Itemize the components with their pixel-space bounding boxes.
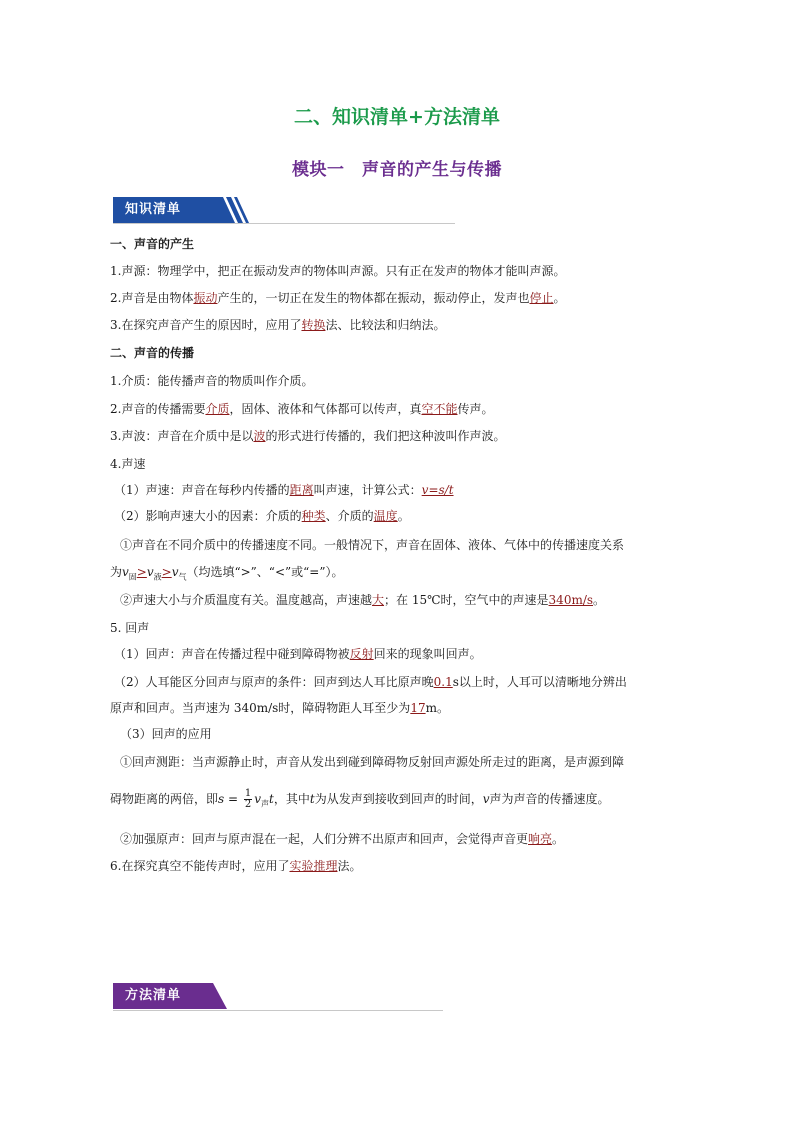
module-title: 模块一 声音的产生与传播 bbox=[292, 160, 502, 180]
answer-blank: 340m/s bbox=[548, 593, 594, 607]
answer-blank: 转换 bbox=[301, 318, 326, 332]
text-line: 2.声音的传播需要介质，固体、液体和气体都可以传声，真空不能传声。 bbox=[110, 402, 494, 416]
text-line: （1）声速：声音在每秒内传播的距离叫声速，计算公式：v=s/t bbox=[114, 483, 454, 497]
answer-blank: 距离 bbox=[289, 483, 314, 497]
text-line: 2.声音是由物体振动产生的，一切正在发生的物体都在振动，振动停止，发声也停止。 bbox=[110, 291, 566, 305]
answer-blank: 0.1 bbox=[433, 675, 453, 689]
text-line: （3）回声的应用 bbox=[120, 727, 212, 741]
method-list-label: 方法清单 bbox=[125, 988, 182, 1003]
formula-line: 碍物距离的两倍，即s = $\frac{1}{2}$ $v_声t$，其中t为从发声到接收到回声的时间，v声为声音的传播速度。 bbox=[110, 788, 610, 810]
text-line: ①声音在不同介质中的传播速度不同。一般情况下，声音在固体、液体、气体中的传播速度关系 bbox=[120, 538, 625, 552]
text-line: ②加强原声：回声与原声混在一起，人们分辨不出原声和回声，会觉得声音更响亮。 bbox=[120, 832, 565, 846]
answer-blank: > bbox=[161, 565, 172, 579]
fraction: $\frac{1}{2}$ bbox=[244, 788, 252, 810]
banner-divider bbox=[113, 223, 455, 224]
text-line: 4.声速 bbox=[110, 457, 146, 471]
answer-blank: 实验推理 bbox=[289, 859, 338, 873]
answer-blank: > bbox=[136, 565, 147, 579]
answer-blank: 反射 bbox=[349, 647, 374, 661]
answer-blank: 停止 bbox=[529, 291, 554, 305]
main-title: 二、知识清单+方法清单 bbox=[294, 106, 500, 128]
answer-blank: 波 bbox=[253, 429, 266, 443]
text-line: 原声和回声。当声速为 340m/s时，障碍物距人耳至少为17m。 bbox=[110, 701, 449, 715]
answer-blank: 温度 bbox=[373, 509, 398, 523]
text-line: ②声速大小与介质温度有关。温度越高，声速越大；在 15℃时，空气中的声速是340m/s。 bbox=[120, 593, 606, 607]
section-heading-propagation: 二、声音的传播 bbox=[110, 346, 195, 360]
banner-divider bbox=[113, 1010, 443, 1011]
text-line: 6.在探究真空不能传声时，应用了实验推理法。 bbox=[110, 859, 362, 873]
answer-blank: 振动 bbox=[193, 291, 218, 305]
answer-blank: 17 bbox=[410, 701, 426, 715]
text-line: 1.介质：能传播声音的物质叫作介质。 bbox=[110, 374, 314, 388]
text-line: ①回声测距：当声源静止时，声音从发出到碰到障碍物反射回声源处所走过的距离，是声源到障 bbox=[120, 755, 625, 769]
knowledge-list-label: 知识清单 bbox=[125, 202, 182, 217]
method-list-banner bbox=[113, 983, 233, 1013]
text-line: 3.在探究声音产生的原因时，应用了转换法、比较法和归纳法。 bbox=[110, 318, 446, 332]
answer-blank: 介质 bbox=[205, 402, 230, 416]
text-line: 1.声源：物理学中，把正在振动发声的物体叫声源。只有正在发声的物体才能叫声源。 bbox=[110, 264, 566, 278]
text-line: 5. 回声 bbox=[110, 621, 150, 635]
text-line: 3.声波：声音在介质中是以波的形式进行传播的，我们把这种波叫作声波。 bbox=[110, 429, 506, 443]
answer-blank: 响亮 bbox=[528, 832, 553, 846]
text-line: （2）人耳能区分回声与原声的条件：回声到达人耳比原声晚0.1s以上时，人耳可以清晰地分辨出 bbox=[114, 675, 627, 689]
answer-blank: 空不能 bbox=[421, 402, 458, 416]
answer-blank: v=s/t bbox=[421, 483, 454, 497]
text-line: （1）回声：声音在传播过程中碰到障碍物被反射回来的现象叫回声。 bbox=[114, 647, 482, 661]
answer-blank: 种类 bbox=[301, 509, 326, 523]
text-line: （2）影响声速大小的因素：介质的种类、介质的温度。 bbox=[114, 509, 410, 523]
section-heading-production: 一、声音的产生 bbox=[110, 237, 195, 251]
text-line: 为$v_固>v_液>v_气$（均选填“>”、“<”或“=”）。 bbox=[110, 565, 344, 582]
answer-blank: 大 bbox=[372, 593, 385, 607]
